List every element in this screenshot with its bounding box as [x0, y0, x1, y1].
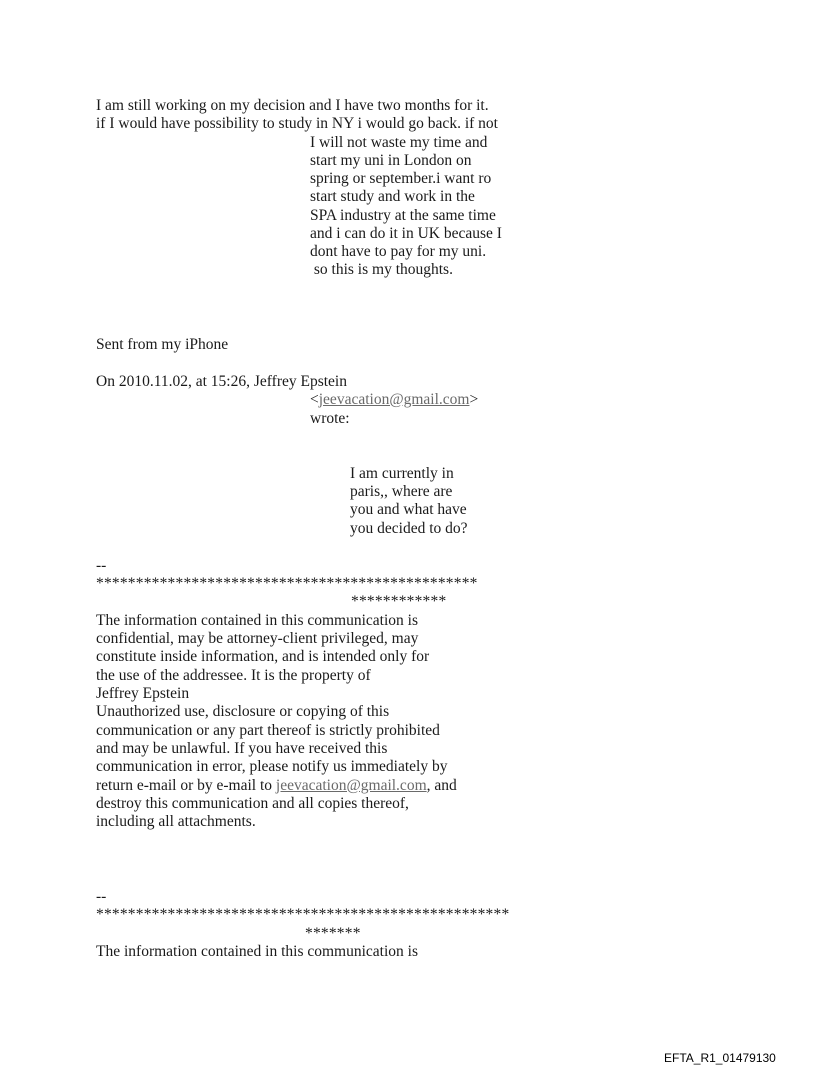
disclaimer-line: including all attachments. [96, 813, 256, 830]
disclaimer-email-line: return e-mail or by e-mail to jeevacation@gmail.com, and [96, 777, 457, 794]
quote-header-wrote: wrote: [310, 410, 350, 427]
disclaimer-line: Jeffrey Epstein [96, 685, 190, 702]
separator-dashes: -- [96, 557, 107, 574]
email-signature: Sent from my iPhone [96, 336, 229, 353]
disclaimer-line: communication in error, please notify us immediately by [96, 758, 448, 775]
reply-line: so this is my thoughts. [310, 261, 453, 278]
disclaimer-line: constitute inside information, and is intended only for [96, 648, 430, 665]
disclaimer-line: destroy this communication and all copies thereof, [96, 795, 409, 812]
disclaimer-line: The information contained in this communication is [96, 612, 418, 629]
quoted-line: you and what have [350, 501, 467, 518]
disclaimer-line: The information contained in this communication is [96, 943, 418, 960]
reply-line: and i can do it in UK because I [310, 225, 502, 242]
reply-line: spring or september.i want ro [310, 170, 492, 187]
quoted-line: paris,, where are [350, 483, 453, 500]
quoted-line: you decided to do? [350, 520, 468, 537]
reply-line: I will not waste my time and [310, 134, 488, 151]
separator-stars: ******* [305, 925, 361, 942]
disclaimer-line: and may be unlawful. If you have received this [96, 740, 388, 757]
disclaimer-line: the use of the addressee. It is the property of [96, 667, 371, 684]
disclaimer-line: communication or any part thereof is strictly prohibited [96, 722, 440, 739]
email-link[interactable]: jeevacation@gmail.com [318, 391, 470, 408]
email-link[interactable]: jeevacation@gmail.com [275, 777, 427, 794]
reply-line: if I would have possibility to study in NY i would go back. if not [96, 115, 498, 132]
reply-line: I am still working on my decision and I have two months for it. [96, 97, 489, 114]
reply-line: start study and work in the [310, 188, 475, 205]
reply-line: dont have to pay for my uni. [310, 243, 487, 260]
quote-header: On 2010.11.02, at 15:26, Jeffrey Epstein [96, 373, 347, 390]
separator-dashes: -- [96, 888, 107, 905]
quoted-line: I am currently in [350, 465, 454, 482]
reply-line: SPA industry at the same time [310, 207, 496, 224]
separator-stars: ************************************************ [96, 575, 478, 592]
reply-line: start my uni in London on [310, 152, 472, 169]
separator-stars: ************ [351, 593, 447, 610]
separator-stars: **************************************************** [96, 906, 510, 923]
disclaimer-line: Unauthorized use, disclosure or copying of this [96, 703, 390, 720]
bates-number: EFTA_R1_01479130 [664, 1051, 776, 1065]
quote-header-email: <jeevacation@gmail.com> [310, 391, 479, 408]
disclaimer-line: confidential, may be attorney-client privileged, may [96, 630, 419, 647]
